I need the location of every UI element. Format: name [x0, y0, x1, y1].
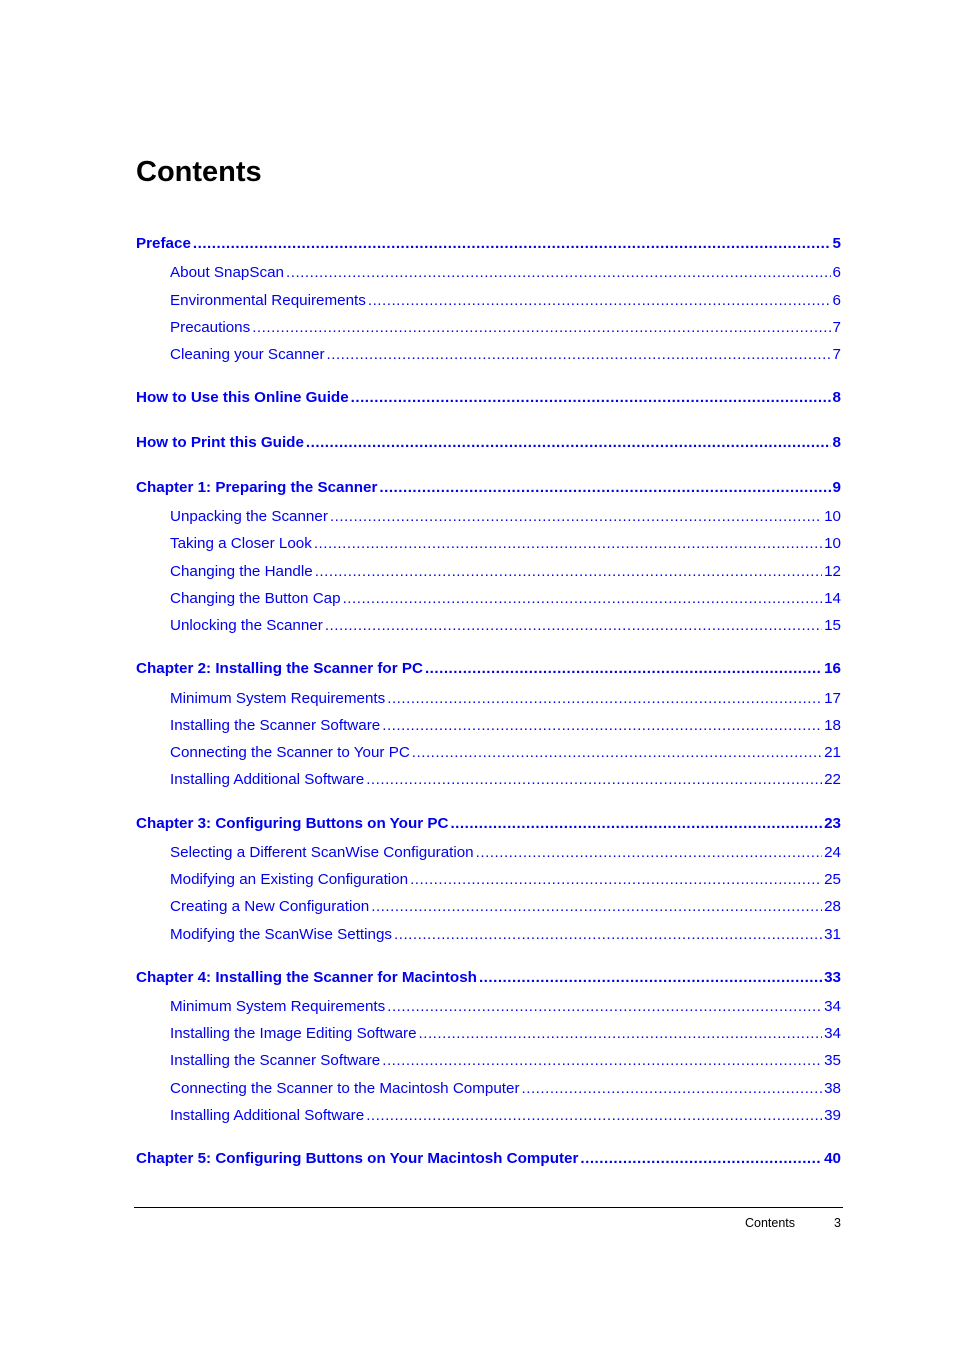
- toc-entry-sub[interactable]: [170, 743, 841, 763]
- toc-dot-leader: [366, 1106, 822, 1126]
- toc-entry-page-number: 35: [824, 1052, 841, 1069]
- toc-entry-sub[interactable]: [170, 291, 841, 311]
- toc-entry-main[interactable]: [136, 968, 841, 988]
- toc-entry-label: Unlocking the Scanner: [170, 617, 323, 634]
- toc-entry-page-number: 5: [832, 235, 841, 252]
- footer-divider: [134, 1207, 843, 1208]
- toc-entry-label: Changing the Button Cap: [170, 590, 341, 607]
- toc-entry-page-number: 23: [824, 815, 841, 832]
- toc-entry-page-number: 34: [824, 998, 841, 1015]
- toc-dot-leader: [286, 263, 831, 283]
- toc-entry-label: About SnapScan: [170, 264, 284, 281]
- toc-dot-leader: [193, 234, 831, 254]
- toc-entry-label: Minimum System Requirements: [170, 690, 386, 707]
- toc-dot-leader: [368, 291, 831, 311]
- toc-dot-leader: [343, 589, 823, 609]
- toc-dot-leader: [580, 1149, 822, 1169]
- toc-entry-sub[interactable]: [170, 616, 841, 636]
- toc-entry-main[interactable]: [136, 234, 841, 254]
- toc-dot-leader: [479, 968, 822, 988]
- toc-dot-leader: [425, 659, 822, 679]
- toc-entry-sub[interactable]: [170, 843, 841, 863]
- toc-dot-leader: [379, 478, 830, 498]
- toc-entry-label: Unpacking the Scanner: [170, 508, 328, 525]
- toc-entry-label: Installing the Image Editing Software: [170, 1025, 417, 1042]
- toc-entry-page-number: 10: [824, 508, 841, 525]
- toc-entry-page-number: 16: [824, 660, 841, 677]
- toc-entry-page-number: 7: [832, 346, 841, 363]
- toc-entry-label: Creating a New Configuration: [170, 898, 370, 915]
- toc-entry-label: Minimum System Requirements: [170, 998, 386, 1015]
- toc-entry-sub[interactable]: [170, 589, 841, 609]
- toc-dot-leader: [419, 1024, 823, 1044]
- toc-entry-page-number: 24: [824, 844, 841, 861]
- toc-dot-leader: [387, 689, 822, 709]
- toc-dot-leader: [412, 743, 822, 763]
- toc-entry-main[interactable]: [136, 433, 841, 453]
- toc-entry-page-number: 10: [824, 535, 841, 552]
- toc-entry-page-number: 15: [824, 617, 841, 634]
- toc-entry-page-number: 33: [824, 969, 841, 986]
- toc-entry-label: Cleaning your Scanner: [170, 346, 325, 363]
- toc-dot-leader: [450, 814, 822, 834]
- toc-entry-label: Connecting the Scanner to the Macintosh Computer: [170, 1080, 520, 1097]
- toc-entry-label: How to Use this Online Guide: [136, 389, 349, 406]
- toc-entry-sub[interactable]: [170, 345, 841, 365]
- toc-entry-page-number: 38: [824, 1080, 841, 1097]
- toc-entry-label: How to Print this Guide: [136, 434, 304, 451]
- toc-dot-leader: [387, 997, 822, 1017]
- toc-entry-label: Connecting the Scanner to Your PC: [170, 744, 410, 761]
- toc-entry-page-number: 17: [824, 690, 841, 707]
- toc-entry-page-number: 40: [824, 1150, 841, 1167]
- toc-entry-label: Installing Additional Software: [170, 771, 365, 788]
- toc-entry-page-number: 39: [824, 1107, 841, 1124]
- toc-dot-leader: [394, 925, 822, 945]
- toc-dot-leader: [382, 716, 822, 736]
- toc-entry-sub[interactable]: [170, 716, 841, 736]
- toc-entry-label: Modifying an Existing Configuration: [170, 871, 409, 888]
- toc-entry-main[interactable]: [136, 659, 841, 679]
- toc-dot-leader: [315, 562, 822, 582]
- toc-entry-page-number: 9: [832, 479, 841, 496]
- toc-entry-main[interactable]: [136, 478, 841, 498]
- toc-entry-main[interactable]: [136, 1149, 841, 1169]
- toc-entry-sub[interactable]: [170, 1106, 841, 1126]
- toc-entry-label: Modifying the ScanWise Settings: [170, 926, 393, 943]
- toc-entry-label: Chapter 2: Installing the Scanner for PC: [136, 660, 423, 677]
- toc-dot-leader: [306, 433, 831, 453]
- toc-entry-sub[interactable]: [170, 1079, 841, 1099]
- toc-dot-leader: [330, 507, 822, 527]
- toc-entry-sub[interactable]: [170, 1051, 841, 1071]
- toc-entry-label: Chapter 3: Configuring Buttons on Your PC: [136, 815, 449, 832]
- toc-entry-page-number: 7: [832, 319, 841, 336]
- toc-dot-leader: [371, 897, 822, 917]
- toc-entry-label: Changing the Handle: [170, 563, 313, 580]
- toc-entry-label: Precautions: [170, 319, 251, 336]
- toc-dot-leader: [252, 318, 830, 338]
- toc-entry-sub[interactable]: [170, 897, 841, 917]
- toc-entry-label: Environmental Requirements: [170, 292, 366, 309]
- toc-entry-sub[interactable]: [170, 534, 841, 554]
- toc-dot-leader: [351, 388, 831, 408]
- toc-entry-main[interactable]: [136, 814, 841, 834]
- toc-entry-page-number: 28: [824, 898, 841, 915]
- toc-entry-label: Taking a Closer Look: [170, 535, 312, 552]
- toc-entry-sub[interactable]: [170, 562, 841, 582]
- toc-entry-sub[interactable]: [170, 870, 841, 890]
- toc-entry-label: Preface: [136, 235, 191, 252]
- toc-dot-leader: [366, 770, 822, 790]
- toc-entry-label: Installing the Scanner Software: [170, 1052, 381, 1069]
- toc-entry-label: Chapter 1: Preparing the Scanner: [136, 479, 378, 496]
- toc-entry-main[interactable]: [136, 388, 841, 408]
- toc-entry-label: Chapter 4: Installing the Scanner for Macintosh: [136, 969, 477, 986]
- toc-dot-leader: [325, 616, 822, 636]
- toc-entry-page-number: 6: [832, 292, 841, 309]
- toc-entry-label: Installing the Scanner Software: [170, 717, 381, 734]
- toc-entry-page-number: 22: [824, 771, 841, 788]
- toc-entry-label: Selecting a Different ScanWise Configuration: [170, 844, 474, 861]
- toc-entry-label: Chapter 5: Configuring Buttons on Your Macintosh Computer: [136, 1150, 579, 1167]
- toc-entry-page-number: 12: [824, 563, 841, 580]
- toc-entry-sub[interactable]: [170, 925, 841, 945]
- footer-section-name: Contents: [745, 1216, 796, 1230]
- footer-page-number: 3: [834, 1216, 841, 1230]
- toc-dot-leader: [382, 1051, 822, 1071]
- toc-dot-leader: [410, 870, 822, 890]
- toc-entry-label: Installing Additional Software: [170, 1107, 365, 1124]
- page-title: Contents: [136, 156, 262, 188]
- toc-dot-leader: [314, 534, 822, 554]
- toc-entry-sub[interactable]: [170, 263, 841, 283]
- toc-entry-sub[interactable]: [170, 997, 841, 1017]
- toc-entry-page-number: 14: [824, 590, 841, 607]
- toc-entry-sub[interactable]: [170, 689, 841, 709]
- toc-entry-sub[interactable]: [170, 507, 841, 527]
- toc-dot-leader: [327, 345, 831, 365]
- toc-entry-page-number: 6: [832, 264, 841, 281]
- toc-entry-page-number: 18: [824, 717, 841, 734]
- toc-dot-leader: [522, 1079, 823, 1099]
- toc-entry-page-number: 34: [824, 1025, 841, 1042]
- toc-entry-page-number: 31: [824, 926, 841, 943]
- toc-entry-page-number: 8: [832, 389, 841, 406]
- toc-entry-sub[interactable]: [170, 770, 841, 790]
- toc-entry-page-number: 8: [832, 434, 841, 451]
- toc-entry-page-number: 25: [824, 871, 841, 888]
- toc-entry-sub[interactable]: [170, 318, 841, 338]
- toc-entry-page-number: 21: [824, 744, 841, 761]
- toc-dot-leader: [476, 843, 822, 863]
- toc-entry-sub[interactable]: [170, 1024, 841, 1044]
